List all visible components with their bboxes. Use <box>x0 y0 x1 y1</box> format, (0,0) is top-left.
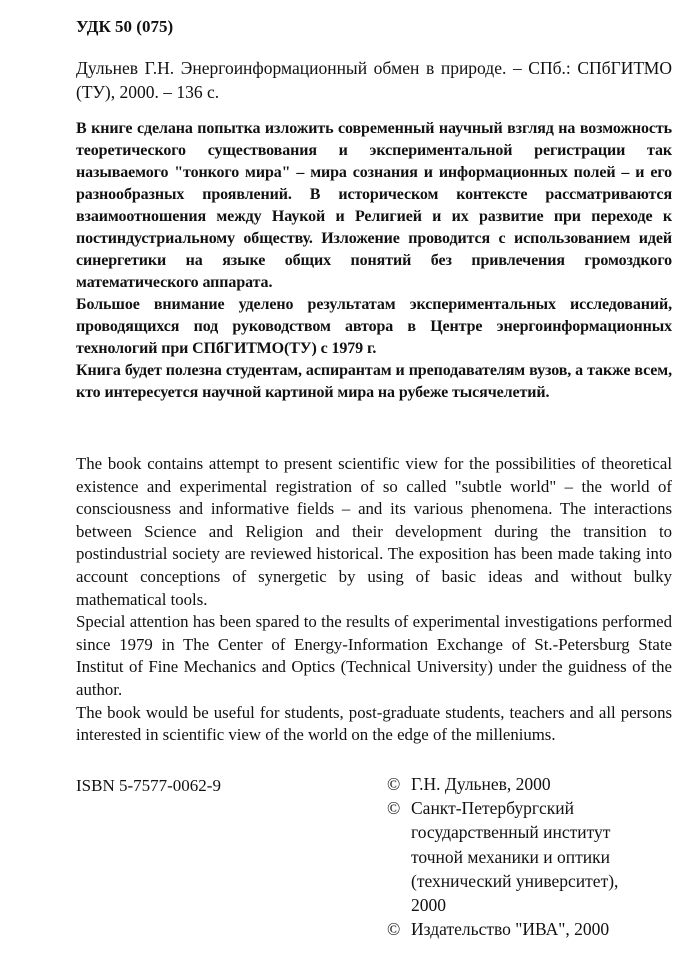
copyright-publisher <box>387 917 677 941</box>
abstract-en-paragraph-3: The book would be useful for students, post-graduate students, teachers and all persons interested in scientific view of the world on the edge of the milleniums. <box>76 702 672 745</box>
copyright-institute-line-3: точной механики и оптики <box>411 846 610 867</box>
abstract-en-paragraph-2: Special attention has been spared to the results of experimental investigations performed since 1979 in The Center of Energy-Information Exchange of St.-Petersburg State Institut of Fine Mechanics and Optics (Technical University) under the guidness of the author. <box>76 612 672 699</box>
abstract-ru-paragraph-1: В книге сделана попытка изложить современный научный взгляд на возможность теоретического существования и экспериментальной регистрации так называемого "тонкого мира" – мира сознания и информационных полей – и его разнообразных проявлений. В историческом контексте рассматриваются взаимоотношения между Наукой и Религией и их развитие при переходе к постиндустриальному обществу. Изложение проводится с использованием идей синергетики на языке общих понятий без привлечения громоздкого математического аппарата. <box>76 120 672 291</box>
abstract-ru-paragraph-2: Большое внимание уделено результатам экспериментальных исследований, проводящихся под руководством автора в Центре энергоинформационных технологий при СПбГИТМО(ТУ) с 1979 г. <box>76 296 672 357</box>
copyright-icon: © <box>387 798 401 819</box>
abstract-en-paragraph-1: The book contains attempt to present scientific view for the possibilities of theoretical existence and experimental registration of so called "subtle world" – the world of consciousness and informative fields – and its various phenomena. The interactions between Science and Religion and their development during the transition to postindustrial society are reviewed historical. The exposition has been made taking into account conceptions of synergetic by using of basic ideas and without bulky mathematical tools. <box>76 454 672 609</box>
copyright-author-text: Г.Н. Дульнев, 2000 <box>411 774 551 794</box>
isbn: ISBN 5-7577-0062-9 <box>76 776 221 795</box>
abstract-english <box>76 453 672 747</box>
copyright-institute-line-5: 2000 <box>411 895 446 916</box>
copyright-institute-line-4: (технический университет), <box>411 870 619 891</box>
copyright-institute-line-1: Санкт-Петербургский <box>411 798 575 819</box>
copyright-publisher-text: Издательство "ИВА", 2000 <box>411 919 610 940</box>
bibliographic-citation: Дульнев Г.Н. Энергоинформационный обмен в природе. – СПб.: СПбГИТМО (ТУ), 2000. – 136 с. <box>76 58 672 102</box>
udk-code: УДК 50 (075) <box>76 17 174 36</box>
copyright-institute-line-2: государственный институт <box>411 822 611 843</box>
copyright-author <box>387 772 677 796</box>
copyright-icon: © <box>387 919 401 940</box>
abstract-russian <box>76 118 672 404</box>
copyright-institute <box>387 796 677 820</box>
copyright-icon: © <box>387 774 401 794</box>
abstract-ru-paragraph-3: Книга будет полезна студентам, аспирантам и преподавателям вузов, а также всем, кто интересуется научной картиной мира на рубеже тысячелетий. <box>76 362 672 401</box>
copyright-block <box>387 772 677 941</box>
